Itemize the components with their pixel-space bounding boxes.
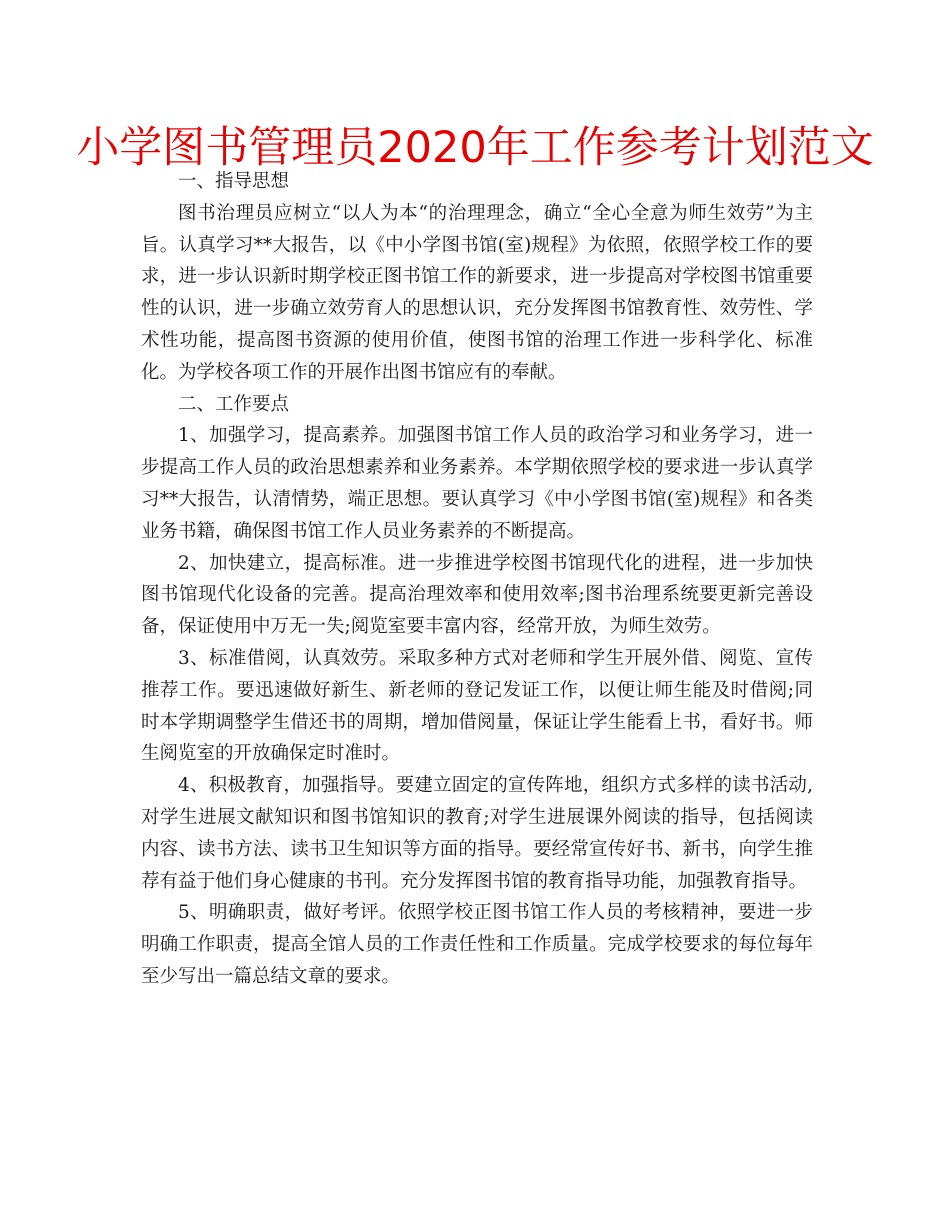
paragraph-point-2: 2、加快建立，提高标准。进一步推进学校图书馆现代化的进程，进一步加快图书馆现代化设备的完善。提高治理效率和使用效率;图书治理系统要更新完善设备，保证使用中万无一失;阅览室要丰富内容，经常开放，为师生效劳。 (141, 552, 813, 638)
document-title: 小学图书管理员2020年工作参考计划范文 (76, 123, 874, 173)
paragraph-point-1: 1、加强学习，提高素养。加强图书馆工作人员的政治学习和业务学习，进一步提高工作人员的政治思想素养和业务素养。本学期依照学校的要求进一步认真学习**大报告，认清情势，端正思想。要认真学习《中小学图书馆(室)规程》和各类业务书籍，确保图书馆工作人员业务素养的不断提高。 (141, 425, 813, 542)
paragraph-point-3: 3、标准借阅，认真效劳。采取多种方式对老师和学生开展外借、阅览、宣传推荐工作。要迅速做好新生、新老师的登记发证工作，以便让师生能及时借阅;同时本学期调整学生借还书的周期，增加借阅量，保证让学生能看上书，看好书。师生阅览室的开放确保定时准时。 (141, 647, 813, 765)
document-body (141, 166, 813, 993)
section-heading-work-points: 二、工作要点 (178, 393, 290, 415)
paragraph-point-5: 5、明确职责，做好考评。依照学校正图书馆工作人员的考核精神，要进一步明确工作职责，提高全馆人员的工作责任性和工作质量。完成学校要求的每位每年至少写出一篇总结文章的要求。 (141, 902, 813, 987)
paragraph-point-4: 4、积极教育，加强指导。要建立固定的宣传阵地，组织方式多样的读书活动,对学生进展文献知识和图书馆知识的教育;对学生进展课外阅读的指导，包括阅读内容、读书方法、读书卫生知识等方面的指导。要经常宣传好书、新书，向学生推荐有益于他们身心健康的书刊。充分发挥图书馆的教育指导功能，加强教育指导。 (141, 775, 813, 892)
paragraph-guiding-ideology: 图书治理员应树立“以人为本“的治理理念，确立“全心全意为师生效劳”为主旨。认真学习**大报告，以《中小学图书馆(室)规程》为依照，依照学校工作的要求，进一步认识新时期学校正图书馆工作的新要求，进一步提高对学校图书馆重要性的认识，进一步确立效劳育人的思想认识，充分发挥图书馆教育性、效劳性、学术性功能，提高图书资源的使用价值，使图书馆的治理工作进一步科学化、标准化。为学校各项工作的开展作出图书馆应有的奉献。 (141, 202, 813, 383)
section-heading-guiding-ideology: 一、指导思想 (178, 171, 290, 192)
